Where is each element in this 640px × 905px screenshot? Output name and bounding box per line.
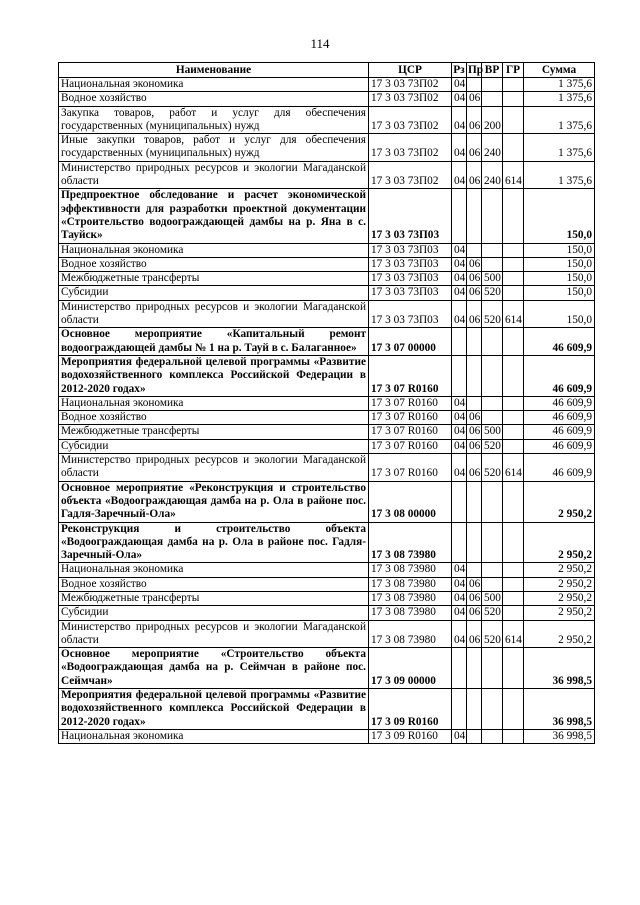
cell-rz: 04 [452, 563, 467, 577]
cell-name: Водное хозяйство [59, 257, 369, 271]
table-row [59, 286, 595, 300]
cell-pr [467, 355, 482, 396]
cell-csr: 17 3 03 73П03 [369, 243, 452, 257]
cell-pr: 06 [467, 425, 482, 439]
table-row [59, 272, 595, 286]
cell-rz: 04 [452, 439, 467, 453]
cell-gr [503, 689, 524, 730]
cell-pr [467, 522, 482, 563]
cell-name: Министерство природных ресурсов и экологии Магаданской области [59, 620, 369, 648]
cell-vr [482, 355, 503, 396]
cell-name: Иные закупки товаров, работ и услуг для обеспечения государственных (муниципальных) нужд [59, 134, 369, 162]
cell-name: Национальная экономика [59, 729, 369, 743]
cell-gr [503, 134, 524, 162]
cell-gr [503, 257, 524, 271]
cell-pr [467, 396, 482, 410]
cell-csr: 17 3 03 73П02 [369, 161, 452, 189]
cell-name: Субсидии [59, 606, 369, 620]
table-row [59, 606, 595, 620]
table-row [59, 425, 595, 439]
cell-rz [452, 355, 467, 396]
cell-pr: 06 [467, 272, 482, 286]
cell-vr [482, 522, 503, 563]
cell-pr: 06 [467, 161, 482, 189]
cell-name: Министерство природных ресурсов и экологии Магаданской области [59, 300, 369, 328]
cell-name: Межбюджетные трансферты [59, 591, 369, 605]
cell-name: Национальная экономика [59, 396, 369, 410]
header-sum: Сумма [524, 63, 595, 78]
cell-gr: 614 [503, 620, 524, 648]
cell-gr: 614 [503, 300, 524, 328]
table-row [59, 257, 595, 271]
cell-rz: 04 [452, 243, 467, 257]
cell-pr: 06 [467, 439, 482, 453]
cell-name: Водное хозяйство [59, 577, 369, 591]
cell-vr [482, 577, 503, 591]
cell-rz [452, 328, 467, 356]
cell-sum: 2 950,2 [524, 563, 595, 577]
table-row [59, 439, 595, 453]
cell-pr: 06 [467, 606, 482, 620]
cell-vr [482, 396, 503, 410]
cell-gr [503, 577, 524, 591]
cell-csr: 17 3 03 73П02 [369, 106, 452, 134]
cell-pr: 06 [467, 92, 482, 106]
cell-csr: 17 3 07 R0160 [369, 396, 452, 410]
cell-sum: 2 950,2 [524, 620, 595, 648]
cell-pr: 06 [467, 591, 482, 605]
cell-name: Субсидии [59, 439, 369, 453]
cell-csr: 17 3 07 R0160 [369, 411, 452, 425]
cell-gr [503, 439, 524, 453]
cell-rz [452, 689, 467, 730]
cell-csr: 17 3 08 73980 [369, 606, 452, 620]
cell-gr [503, 272, 524, 286]
cell-pr [467, 729, 482, 743]
cell-vr: 520 [482, 300, 503, 328]
cell-name: Субсидии [59, 286, 369, 300]
cell-sum: 1 375,6 [524, 134, 595, 162]
table-header-row [59, 63, 595, 78]
cell-rz: 04 [452, 78, 467, 92]
cell-rz: 04 [452, 92, 467, 106]
cell-sum: 36 998,5 [524, 689, 595, 730]
cell-vr: 240 [482, 134, 503, 162]
header-vr: ВР [482, 63, 503, 78]
cell-gr: 614 [503, 161, 524, 189]
cell-sum: 46 609,9 [524, 425, 595, 439]
cell-vr: 520 [482, 620, 503, 648]
table-row [59, 689, 595, 730]
cell-csr: 17 3 03 73П03 [369, 286, 452, 300]
cell-vr [482, 328, 503, 356]
cell-vr [482, 243, 503, 257]
table-body [59, 78, 595, 744]
cell-csr: 17 3 03 73П03 [369, 300, 452, 328]
cell-vr [482, 411, 503, 425]
cell-gr [503, 286, 524, 300]
header-rz: Рз [453, 63, 465, 76]
cell-gr [503, 425, 524, 439]
cell-pr [467, 243, 482, 257]
table-row [59, 522, 595, 563]
cell-rz: 04 [452, 286, 467, 300]
cell-pr: 06 [467, 134, 482, 162]
cell-csr: 17 3 03 73П02 [369, 92, 452, 106]
cell-rz: 04 [452, 396, 467, 410]
cell-rz: 04 [452, 606, 467, 620]
table-row [59, 591, 595, 605]
cell-vr: 200 [482, 106, 503, 134]
cell-gr [503, 355, 524, 396]
cell-csr: 17 3 09 R0160 [369, 729, 452, 743]
cell-pr [467, 328, 482, 356]
cell-name: Национальная экономика [59, 78, 369, 92]
cell-sum: 150,0 [524, 272, 595, 286]
cell-pr: 06 [467, 411, 482, 425]
header-name: Наименование [59, 63, 369, 78]
cell-csr: 17 3 08 73980 [369, 563, 452, 577]
cell-rz: 04 [452, 257, 467, 271]
cell-pr [467, 689, 482, 730]
cell-gr [503, 591, 524, 605]
cell-sum: 1 375,6 [524, 106, 595, 134]
cell-rz: 04 [452, 272, 467, 286]
cell-name: Основное мероприятие «Строительство объекта «Водоограждающая дамба на р. Сеймчан в районе пос. Сеймчан» [59, 648, 369, 689]
cell-pr: 06 [467, 106, 482, 134]
cell-rz: 04 [452, 577, 467, 591]
cell-pr: 06 [467, 286, 482, 300]
cell-sum: 1 375,6 [524, 92, 595, 106]
cell-sum: 1 375,6 [524, 161, 595, 189]
cell-pr [467, 481, 482, 522]
cell-gr [503, 92, 524, 106]
cell-sum: 2 950,2 [524, 606, 595, 620]
cell-pr [467, 648, 482, 689]
table-row [59, 134, 595, 162]
table-row [59, 243, 595, 257]
cell-gr [503, 189, 524, 243]
cell-gr [503, 522, 524, 563]
cell-rz: 04 [452, 134, 467, 162]
cell-rz: 04 [452, 620, 467, 648]
table-row [59, 620, 595, 648]
cell-sum: 150,0 [524, 189, 595, 243]
cell-name: Закупка товаров, работ и услуг для обеспечения государственных (муниципальных) нужд [59, 106, 369, 134]
cell-csr: 17 3 07 00000 [369, 328, 452, 356]
cell-pr: 06 [467, 454, 482, 482]
table-row [59, 106, 595, 134]
cell-name: Национальная экономика [59, 243, 369, 257]
cell-name: Водное хозяйство [59, 92, 369, 106]
cell-csr: 17 3 03 73П03 [369, 272, 452, 286]
table-row [59, 189, 595, 243]
cell-rz: 04 [452, 300, 467, 328]
cell-csr: 17 3 03 73П02 [369, 134, 452, 162]
cell-csr: 17 3 08 73980 [369, 522, 452, 563]
cell-pr [467, 189, 482, 243]
cell-name: Мероприятия федеральной целевой программы «Развитие водохозяйственного комплекса Российской Федерации в 2012-2020 годах» [59, 355, 369, 396]
cell-vr: 500 [482, 272, 503, 286]
cell-gr [503, 563, 524, 577]
cell-sum: 2 950,2 [524, 522, 595, 563]
cell-csr: 17 3 07 R0160 [369, 425, 452, 439]
table-row [59, 411, 595, 425]
cell-csr: 17 3 03 73П02 [369, 78, 452, 92]
cell-csr: 17 3 09 00000 [369, 648, 452, 689]
cell-gr [503, 78, 524, 92]
cell-rz [452, 189, 467, 243]
cell-sum: 46 609,9 [524, 396, 595, 410]
cell-sum: 46 609,9 [524, 355, 595, 396]
cell-vr [482, 92, 503, 106]
cell-pr: 06 [467, 620, 482, 648]
cell-pr [467, 563, 482, 577]
cell-pr [467, 78, 482, 92]
cell-vr [482, 729, 503, 743]
table-row [59, 328, 595, 356]
cell-gr [503, 411, 524, 425]
cell-sum: 1 375,6 [524, 78, 595, 92]
cell-rz [452, 648, 467, 689]
cell-sum: 150,0 [524, 286, 595, 300]
table-row [59, 355, 595, 396]
cell-name: Водное хозяйство [59, 411, 369, 425]
cell-gr [503, 328, 524, 356]
cell-vr [482, 689, 503, 730]
cell-sum: 36 998,5 [524, 729, 595, 743]
cell-vr: 240 [482, 161, 503, 189]
table-row [59, 563, 595, 577]
table-row [59, 78, 595, 92]
cell-name: Основное мероприятие «Капитальный ремонт водоограждающей дамбы № 1 на р. Тауй в с. Балаганное» [59, 328, 369, 356]
cell-vr: 500 [482, 425, 503, 439]
cell-name: Мероприятия федеральной целевой программы «Развитие водохозяйственного комплекса Российской Федерации в 2012-2020 годах» [59, 689, 369, 730]
cell-sum: 46 609,9 [524, 328, 595, 356]
cell-rz: 04 [452, 161, 467, 189]
cell-gr: 614 [503, 454, 524, 482]
header-gr: ГР [503, 63, 524, 78]
cell-sum: 150,0 [524, 300, 595, 328]
cell-vr: 520 [482, 439, 503, 453]
table-row [59, 454, 595, 482]
cell-gr [503, 606, 524, 620]
cell-name: Национальная экономика [59, 563, 369, 577]
cell-vr [482, 481, 503, 522]
cell-rz: 04 [452, 454, 467, 482]
cell-name: Реконструкция и строительство объекта «Водоограждающая дамба на р. Ола в районе пос. Гадля-Заречный-Ола» [59, 522, 369, 563]
cell-csr: 17 3 09 R0160 [369, 689, 452, 730]
cell-rz: 04 [452, 106, 467, 134]
cell-vr [482, 78, 503, 92]
cell-rz: 04 [452, 729, 467, 743]
cell-gr [503, 396, 524, 410]
cell-csr: 17 3 03 73П03 [369, 257, 452, 271]
cell-sum: 2 950,2 [524, 591, 595, 605]
cell-name: Межбюджетные трансферты [59, 272, 369, 286]
cell-vr [482, 563, 503, 577]
cell-sum: 46 609,9 [524, 454, 595, 482]
cell-vr: 500 [482, 591, 503, 605]
cell-csr: 17 3 08 73980 [369, 591, 452, 605]
cell-sum: 36 998,5 [524, 648, 595, 689]
table-row [59, 729, 595, 743]
table-row [59, 648, 595, 689]
cell-csr: 17 3 07 R0160 [369, 355, 452, 396]
cell-gr [503, 243, 524, 257]
cell-gr [503, 648, 524, 689]
cell-sum: 150,0 [524, 243, 595, 257]
cell-vr [482, 648, 503, 689]
header-csr: ЦСР [369, 63, 452, 78]
cell-gr [503, 106, 524, 134]
cell-csr: 17 3 08 00000 [369, 481, 452, 522]
header-pr: Пр [468, 63, 484, 76]
cell-sum: 2 950,2 [524, 577, 595, 591]
cell-vr [482, 189, 503, 243]
cell-pr: 06 [467, 577, 482, 591]
page-number: 114 [310, 36, 330, 51]
cell-csr: 17 3 03 73П03 [369, 189, 452, 243]
cell-rz: 04 [452, 425, 467, 439]
cell-name: Предпроектное обследование и расчет экономической эффективности для разработки проектной документации «Строительство водоограждающей дамбы на р. Яна в с. Тауйск» [59, 189, 369, 243]
cell-name: Министерство природных ресурсов и экологии Магаданской области [59, 454, 369, 482]
cell-gr [503, 729, 524, 743]
cell-name: Межбюджетные трансферты [59, 425, 369, 439]
table-row [59, 300, 595, 328]
cell-sum: 46 609,9 [524, 411, 595, 425]
cell-csr: 17 3 07 R0160 [369, 439, 452, 453]
cell-pr: 06 [467, 257, 482, 271]
cell-rz [452, 522, 467, 563]
cell-rz: 04 [452, 591, 467, 605]
cell-gr [503, 481, 524, 522]
table-row [59, 481, 595, 522]
cell-name: Министерство природных ресурсов и экологии Магаданской области [59, 161, 369, 189]
cell-rz [452, 481, 467, 522]
table-row [59, 161, 595, 189]
cell-sum: 2 950,2 [524, 481, 595, 522]
cell-vr [482, 257, 503, 271]
cell-vr: 520 [482, 606, 503, 620]
cell-csr: 17 3 08 73980 [369, 620, 452, 648]
budget-table [58, 62, 595, 744]
table-row [59, 577, 595, 591]
cell-vr: 520 [482, 286, 503, 300]
cell-rz: 04 [452, 411, 467, 425]
cell-sum: 46 609,9 [524, 439, 595, 453]
cell-sum: 150,0 [524, 257, 595, 271]
table-row [59, 396, 595, 410]
cell-csr: 17 3 07 R0160 [369, 454, 452, 482]
table-row [59, 92, 595, 106]
cell-csr: 17 3 08 73980 [369, 577, 452, 591]
cell-vr: 520 [482, 454, 503, 482]
cell-name: Основное мероприятие «Реконструкция и строительство объекта «Водоограждающая дамба на р. Ола в районе пос. Гадля-Заречный-Ола» [59, 481, 369, 522]
cell-pr: 06 [467, 300, 482, 328]
